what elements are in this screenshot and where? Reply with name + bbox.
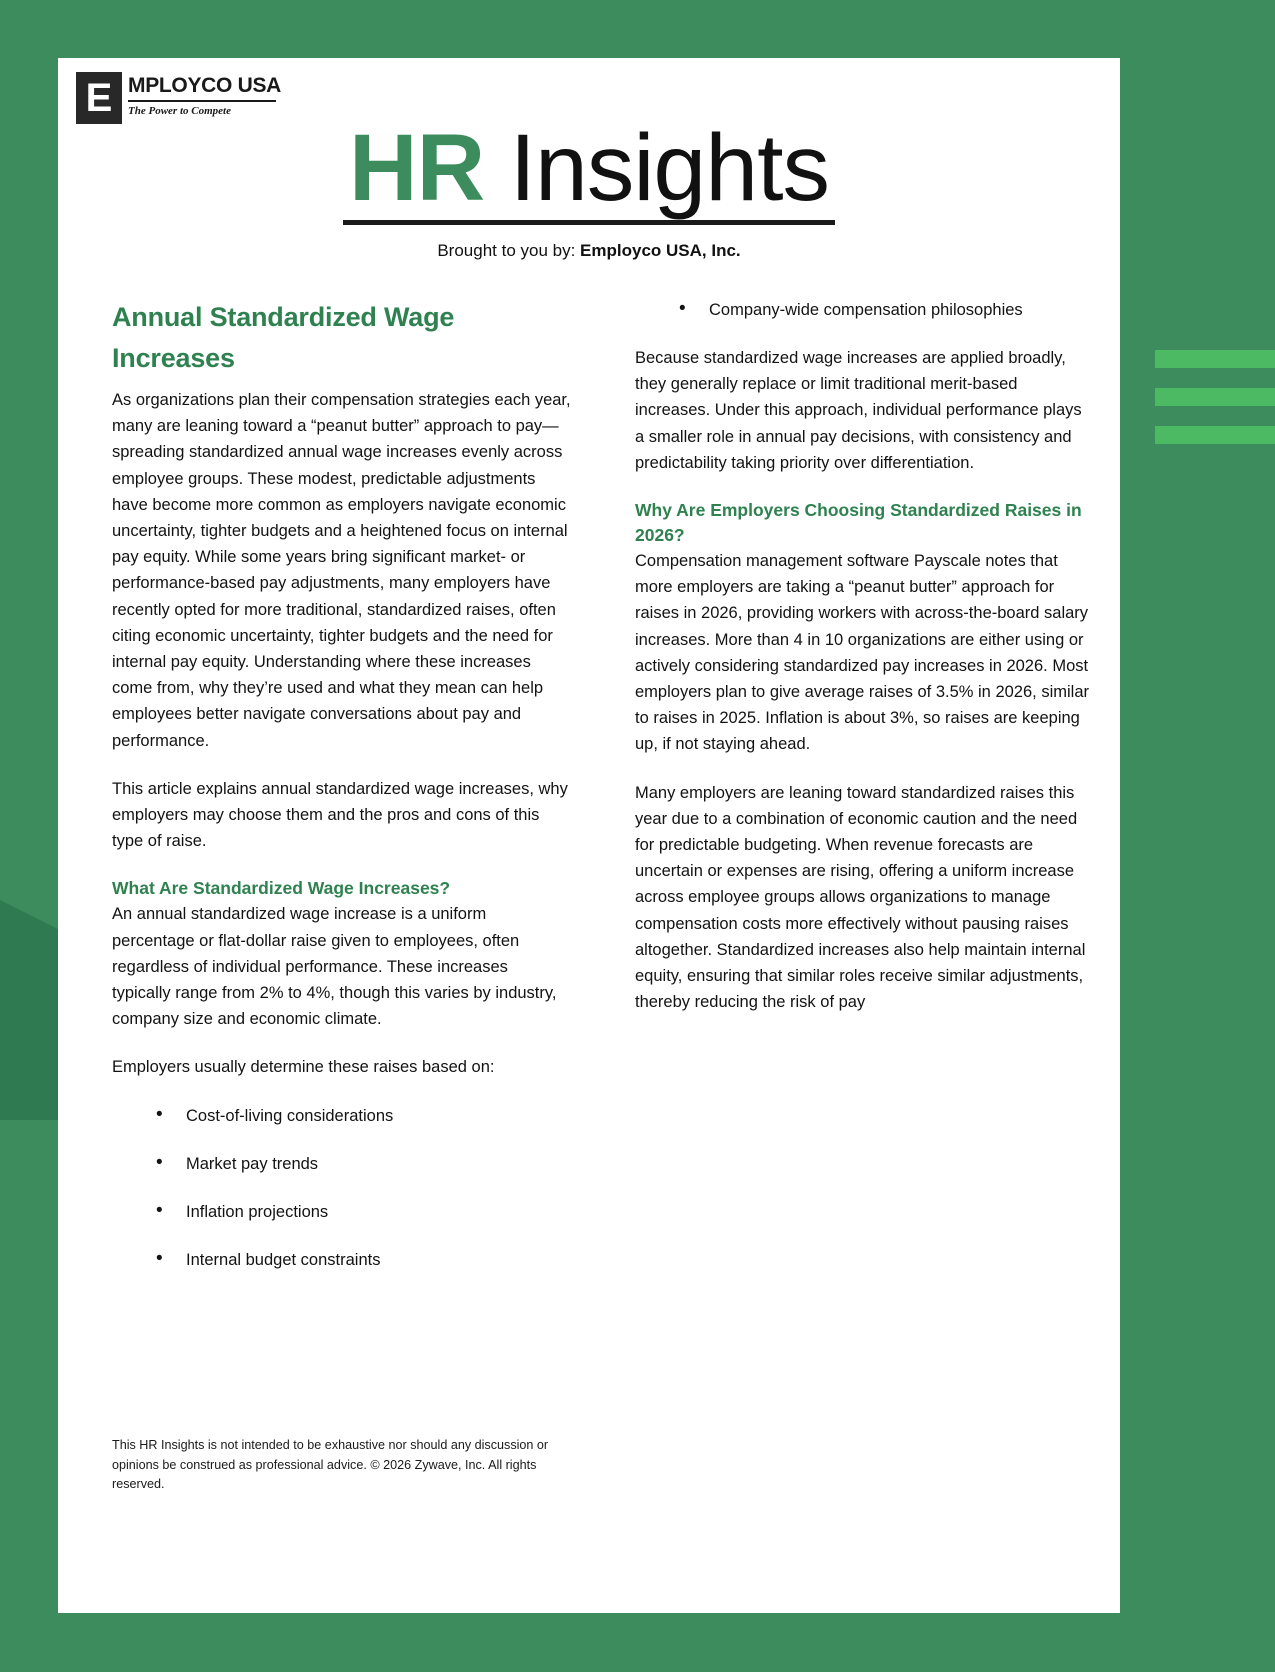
footer-disclaimer: This HR Insights is not intended to be exhaustive nor should any discussion or opinions be construed as professional advice. © 2026 Zywave, Inc. All rights reserved.: [112, 1438, 549, 1491]
logo-initial-mark: E: [76, 72, 122, 124]
logo-company-name: MPLOYCO USA: [128, 74, 282, 97]
document-sheet: [58, 58, 1120, 1613]
logo-divider-rule: [128, 100, 276, 102]
determining-factors-list-continued: [635, 297, 1094, 323]
intro-paragraph: As organizations plan their compensation strategies each year, many are leaning toward a “peanut butter” approach to pay—spreading standardized annual wage increases evenly across employee groups. These modest, predictable adjustments have become more common as employers navigate economic uncertainty, tighter budgets and a heightened focus on internal pay equity. While some years bring significant market- or performance-based pay adjustments, many employers have recently opted for more traditional, standardized raises, often citing economic uncertainty, tighter budgets and the need for internal pay equity. Understanding where these increases come from, why they’re used and what they mean can help employees better navigate conversations about pay and performance.: [112, 391, 571, 750]
decorative-bar-3: [1155, 426, 1275, 444]
section-heading-why-are: Why Are Employers Choosing Standardized Raises in 2026?: [635, 500, 1082, 546]
second-paragraph: This article explains annual standardized wage increases, why employers may choose them and the pros and cons of this type of raise.: [112, 779, 568, 851]
left-column: [112, 297, 571, 1295]
determining-factors-list: [112, 1103, 571, 1273]
list-item: • Company-wide compensation philosophies: [635, 297, 1094, 323]
masthead: [58, 58, 1120, 261]
list-lead-in: Employers usually determine these raises based on:: [112, 1058, 495, 1077]
right-paragraph-two: Compensation management software Payscale notes that more employers are taking a “peanut butter” approach for raises in 2026, providing workers with across-the-board salary increases. More than 4 in 10 organizations are either using or actively considering standardized pay increases in 2026. Most employers plan to give average raises of 3.5% in 2026, similar to raises in 2025. Inflation is about 3%, so raises are keeping up, if not staying ahead.: [635, 552, 1089, 754]
section-heading-what-are: What Are Standardized Wage Increases?: [112, 878, 451, 899]
brought-company: Employco USA, Inc.: [580, 241, 741, 260]
brought-prefix: Brought to you by:: [437, 241, 581, 260]
section-paragraph: An annual standardized wage increase is a uniform percentage or flat-dollar raise given to employees, often regardless of individual performance. These increases typically range from 2% to 4%, though this varies by industry, company size and economic climate.: [112, 905, 557, 1029]
list-item: • Internal budget constraints: [112, 1247, 571, 1273]
article-title: Annual Standardized Wage Increases: [112, 302, 455, 373]
list-item: • Inflation projections: [112, 1199, 571, 1225]
list-item: • Cost-of-living considerations: [112, 1103, 571, 1129]
right-paragraph-one: Because standardized wage increases are applied broadly, they generally replace or limit traditional merit-based increases. Under this approach, individual performance plays a smaller role in annual pay decisions, with consistency and predictability taking priority over differentiation.: [635, 349, 1082, 472]
decorative-bar-2: [1155, 388, 1275, 406]
logo-wordmark: [128, 72, 281, 118]
logo-tagline: The Power to Compete: [128, 105, 231, 117]
list-item: • Market pay trends: [112, 1151, 571, 1177]
page-title-hr: HR: [348, 115, 485, 221]
right-paragraph-three: Many employers are leaning toward standardized raises this year due to a combination of economic caution and the need for predictable budgeting. When revenue forecasts are uncertain or expenses are rising, offering a uniform increase across employee groups allows organizations to manage compensation costs more effectively without pausing raises altogether. Standardized increases also help maintain internal equity, ensuring that similar roles receive similar adjustments, thereby reducing the risk of pay: [635, 783, 1086, 1012]
brought-to-you-by: [58, 241, 1120, 261]
page-title: [343, 115, 835, 225]
page-title-insights: Insights: [484, 115, 829, 221]
employco-logo: [76, 72, 281, 124]
article-columns: [58, 261, 1120, 1295]
right-column: [635, 297, 1094, 1295]
decorative-bar-1: [1155, 350, 1275, 368]
